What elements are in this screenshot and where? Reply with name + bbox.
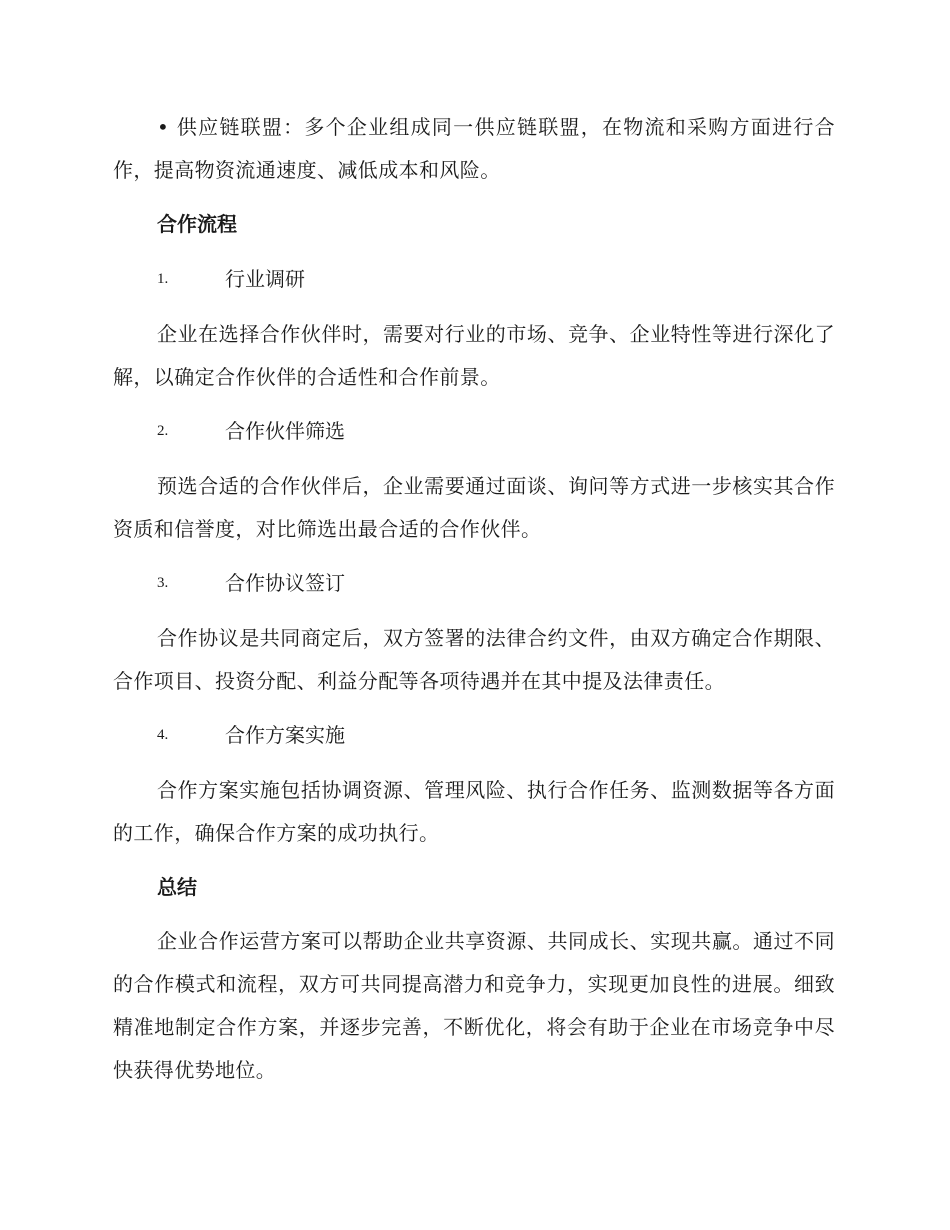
step-title: 行业调研 [225, 267, 305, 291]
step-number: 3. [157, 575, 169, 591]
step-title: 合作伙伴筛选 [225, 419, 345, 443]
step-paragraph-2: 预选合适的合作伙伴后，企业需要通过面谈、询问等方式进一步核实其合作资质和信誉度，对比筛选出最合适的合作伙伴。 [113, 474, 835, 541]
step-title: 合作协议签订 [225, 571, 345, 595]
section-heading-process: 合作流程 [157, 212, 237, 236]
section-heading-summary: 总结 [157, 875, 197, 899]
step-paragraph-1: 企业在选择合作伙伴时，需要对行业的市场、竞争、企业特性等进行深化了解，以确定合作伙伴的合适性和合作前景。 [113, 322, 835, 389]
summary-paragraph: 企业合作运营方案可以帮助企业共享资源、共同成长、实现共赢。通过不同的合作模式和流程，双方可共同提高潜力和竞争力，实现更加良性的进展。细致精准地制定合作方案，并逐步完善，不断优化，将会有助于企业在市场竞争中尽快获得优势地位。 [113, 929, 835, 1082]
bullet-paragraph-supply-chain: • 供应链联盟：多个企业组成同一供应链联盟，在物流和采购方面进行合作，提高物资流通速度、减低成本和风险。 [113, 115, 835, 182]
step-number: 1. [157, 271, 169, 287]
step-paragraph-3: 合作协议是共同商定后，双方签署的法律合约文件，由双方确定合作期限、合作项目、投资分配、利益分配等各项待遇并在其中提及法律责任。 [113, 626, 835, 693]
step-number: 4. [157, 727, 169, 743]
step-paragraph-4: 合作方案实施包括协调资源、管理风险、执行合作任务、监测数据等各方面的工作，确保合作方案的成功执行。 [113, 778, 835, 845]
step-number: 2. [157, 423, 169, 439]
step-title: 合作方案实施 [225, 723, 345, 747]
